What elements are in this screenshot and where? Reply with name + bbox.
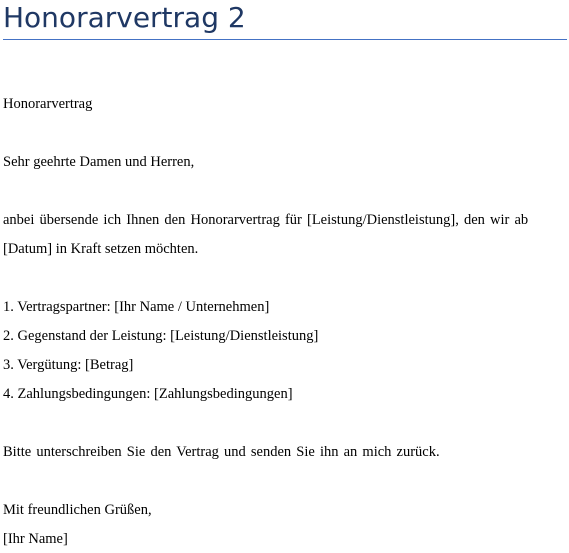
salutation: Sehr geehrte Damen und Herren, (3, 154, 195, 170)
list-item-partner: 1. Vertragspartner: [Ihr Name / Unternehmen] (3, 299, 270, 315)
list-item-subject: 2. Gegenstand der Leistung: [Leistung/Dienstleistung] (3, 328, 319, 344)
title-underline (3, 39, 567, 40)
intro-line-2: [Datum] in Kraft setzen möchten. (3, 241, 199, 257)
request-line: Bitte unterschreiben Sie den Vertrag und senden Sie ihn an mich zurück. (3, 444, 440, 460)
intro-line-1: anbei übersende ich Ihnen den Honorarvertrag für [Leistung/Dienstleistung], den wir ab (3, 212, 529, 228)
subject-line: Honorarvertrag (3, 96, 93, 112)
list-item-payment: 3. Vergütung: [Betrag] (3, 357, 134, 373)
closing-line: Mit freundlichen Grüßen, (3, 502, 152, 518)
document-title: Honorarvertrag 2 (3, 1, 246, 34)
signature-line: [Ihr Name] (3, 531, 68, 547)
list-item-terms: 4. Zahlungsbedingungen: [Zahlungsbedingungen] (3, 386, 293, 402)
